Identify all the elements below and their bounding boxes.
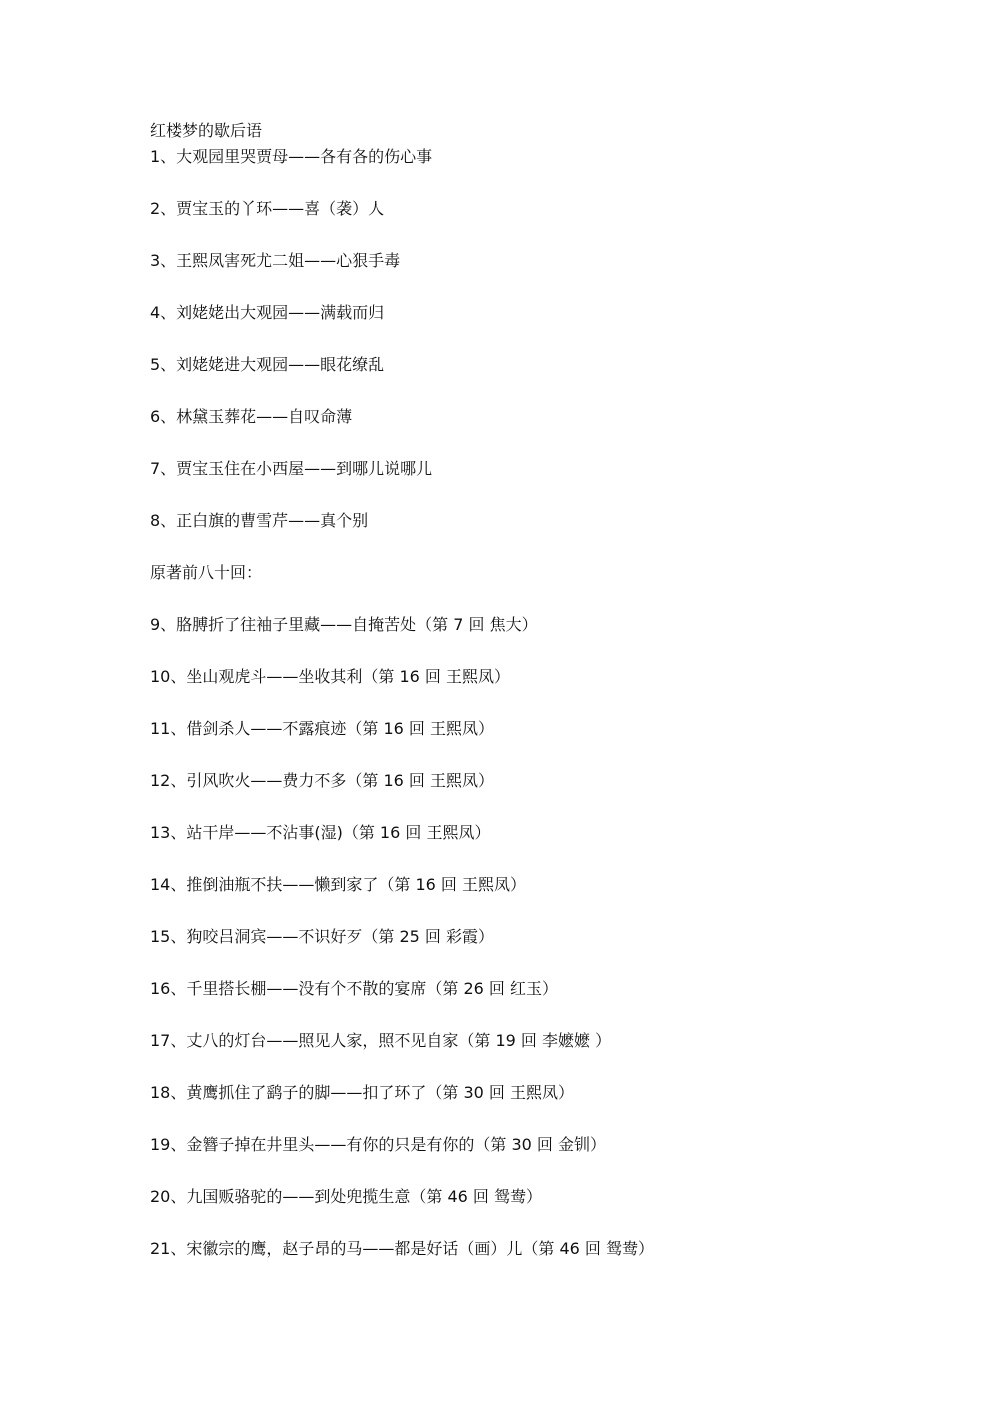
list-item: 1、大观园里哭贾母——各有各的伤心事 [150,147,433,166]
list-item: 2、贾宝玉的丫环——喜（袭）人 [150,199,385,218]
list-item: 21、宋徽宗的鹰，赵子昂的马——都是好话（画）儿（第 46 回 鸳鸯） [150,1239,654,1258]
list-item: 11、借剑杀人——不露痕迹（第 16 回 王熙凤） [150,719,494,738]
list-item: 20、九国贩骆驼的——到处兜揽生意（第 46 回 鸳鸯） [150,1187,542,1206]
list-item: 17、丈八的灯台——照见人家，照不见自家（第 19 回 李嬷嬷 ） [150,1031,612,1050]
list-item: 9、胳膊折了往袖子里藏——自掩苦处（第 7 回 焦大） [150,615,538,634]
list-item: 5、刘姥姥进大观园——眼花缭乱 [150,355,385,374]
list-item: 6、林黛玉葬花——自叹命薄 [150,407,353,426]
list-item: 8、正白旗的曹雪芹——真个别 [150,511,369,530]
list-item: 4、刘姥姥出大观园——满载而归 [150,303,385,322]
list-item: 14、推倒油瓶不扶——懒到家了（第 16 回 王熙凤） [150,875,526,894]
document-body [150,120,910,1290]
section-heading: 原著前八十回： [150,563,263,582]
document-title: 红楼梦的歇后语 [150,121,263,140]
list-item: 18、黄鹰抓住了鹞子的脚——扣了环了（第 30 回 王熙凤） [150,1083,574,1102]
list-item: 10、坐山观虎斗——坐收其利（第 16 回 王熙凤） [150,667,510,686]
list-item: 13、站干岸——不沾事(湿)（第 16 回 王熙凤） [150,823,491,842]
list-item: 15、狗咬吕洞宾——不识好歹（第 25 回 彩霞） [150,927,494,946]
list-item: 3、王熙凤害死尤二姐——心狠手毒 [150,251,401,270]
list-item: 19、金簪子掉在井里头——有你的只是有你的（第 30 回 金钏） [150,1135,606,1154]
list-item: 12、引风吹火——费力不多（第 16 回 王熙凤） [150,771,494,790]
list-item: 16、千里搭长棚——没有个不散的宴席（第 26 回 红玉） [150,979,558,998]
list-item: 7、贾宝玉住在小西屋——到哪儿说哪儿 [150,459,433,478]
